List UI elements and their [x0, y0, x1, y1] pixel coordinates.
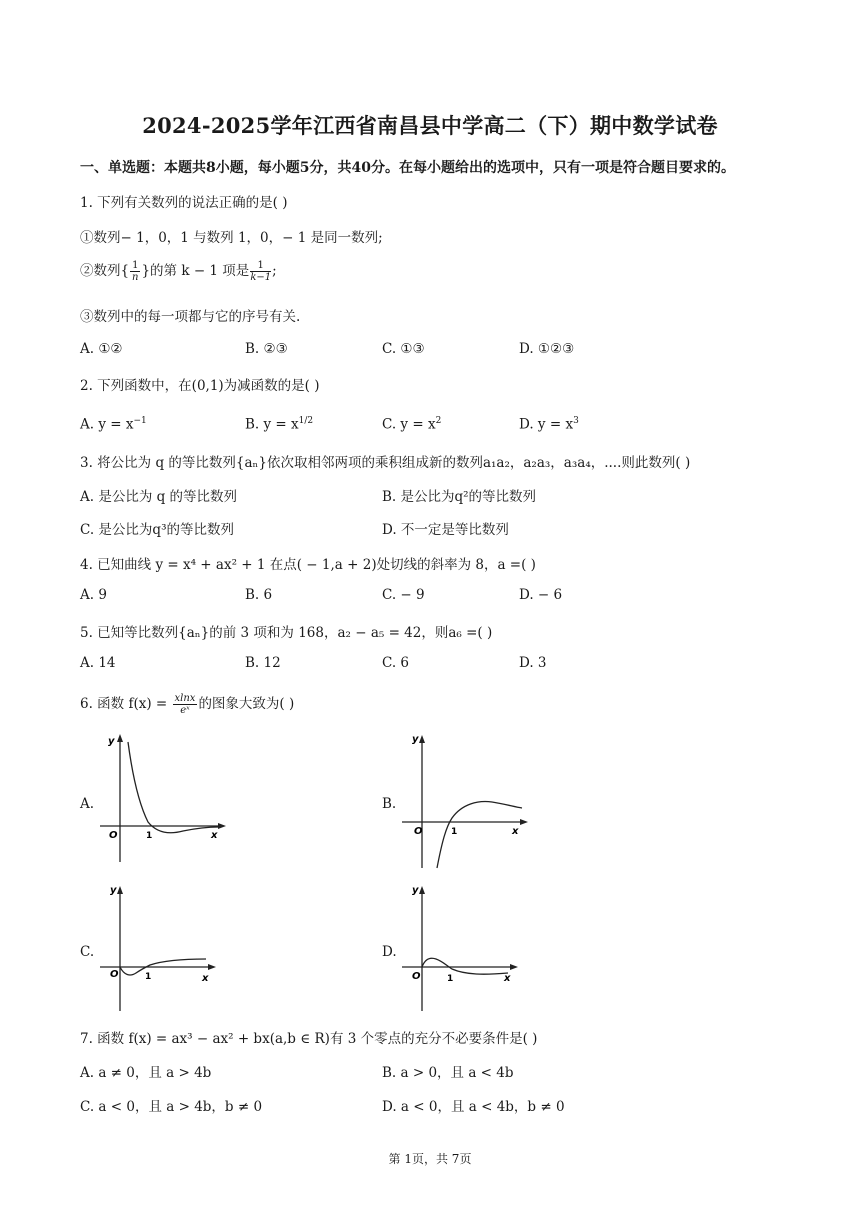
fraction: $\frac{xlnx}{\text{eˣ}}$: [174, 693, 196, 716]
graph-d[interactable]: [400, 883, 530, 1013]
tick-label: 1: [451, 827, 458, 837]
q5-option-c[interactable]: C. 6: [382, 655, 410, 671]
origin-label: O: [414, 826, 423, 837]
q3-stem: 3. 将公比为 q 的等比数列{aₙ}依次取相邻两项的乘积组成新的数列a₁a₂，a₂a₃，a₃a₄，....则此数列( ): [80, 455, 691, 471]
axis-y-label: y: [412, 885, 419, 896]
q6-option-d[interactable]: D.: [382, 944, 397, 960]
q2-option-b[interactable]: B. $y = x^{1/2}$: [245, 416, 314, 433]
q4-option-c[interactable]: C. − 9: [382, 587, 425, 603]
q5-option-d[interactable]: D. 3: [519, 655, 547, 671]
page-footer: 第 1页，共 7页: [388, 1152, 472, 1166]
q6-option-c[interactable]: C.: [80, 944, 95, 960]
q5-stem: 5. 已知等比数列{aₙ}的前 3 项和为 168，a₂ − a₅ = 42，则a₆ =( ): [80, 625, 493, 641]
axis-y-label: y: [110, 885, 117, 896]
graph-b[interactable]: [400, 732, 530, 872]
origin-label: O: [110, 969, 119, 980]
section-heading: 一、单选题：本题共8小题，每小题5分，共40分。在每小题给出的选项中，只有一项是符合题目要求的。: [80, 160, 735, 176]
q6-option-b[interactable]: B.: [382, 796, 397, 812]
q3-option-a[interactable]: A. 是公比为 q 的等比数列: [80, 489, 238, 505]
axis-y-label: y: [108, 736, 115, 747]
q6-stem: 6. 函数 f(x) = $\frac{xlnx}{\text{eˣ}}$ 的图象大致为( ): [80, 693, 295, 716]
q2-option-c[interactable]: C. $y = x^2$: [382, 416, 442, 433]
q7-option-a[interactable]: A. a ≠ 0，且 a > 4b: [80, 1065, 212, 1081]
q1-stem: 1. 下列有关数列的说法正确的是( ): [80, 195, 288, 211]
origin-label: O: [109, 830, 118, 841]
graph-c[interactable]: [98, 883, 228, 1013]
fraction: $\frac{1}{n}$: [132, 260, 139, 283]
q1-option-c[interactable]: C. ①③: [382, 341, 425, 357]
q6-option-a[interactable]: A.: [80, 796, 95, 812]
q1-option-b[interactable]: B. ②③: [245, 341, 288, 357]
axis-x-label: x: [512, 826, 519, 837]
q5-option-a[interactable]: A. 14: [80, 655, 116, 671]
q2-stem: 2. 下列函数中，在(0,1)为减函数的是( ): [80, 378, 320, 394]
q4-option-d[interactable]: D. − 6: [519, 587, 563, 603]
q4-stem: 4. 已知曲线 y = x⁴ + ax² + 1 在点( − 1,a + 2)处切线的斜率为 8，a =( ): [80, 557, 536, 573]
page-title: 2024-2025学年江西省南昌县中学高二（下）期中数学试卷: [142, 113, 718, 138]
q1-statement-1: ①数列− 1，0，1 与数列 1，0，− 1 是同一数列;: [80, 230, 383, 246]
q2-option-a[interactable]: A. $y = x^{-1}$: [80, 416, 147, 433]
graph-a[interactable]: [98, 732, 228, 868]
q1-option-a[interactable]: A. ①②: [80, 341, 123, 357]
q7-stem: 7. 函数 f(x) = ax³ − ax² + bx(a,b ∈ R)有 3 个零点的充分不必要条件是( ): [80, 1031, 538, 1047]
q3-option-c[interactable]: C. 是公比为q³的等比数列: [80, 522, 234, 538]
tick-label: 1: [146, 831, 153, 841]
q7-option-b[interactable]: B. a > 0，且 a < 4b: [382, 1065, 514, 1081]
q7-option-c[interactable]: C. a < 0，且 a > 4b，b ≠ 0: [80, 1099, 263, 1115]
tick-label: 1: [145, 972, 152, 982]
q4-option-a[interactable]: A. 9: [80, 587, 107, 603]
q7-option-d[interactable]: D. a < 0，且 a < 4b，b ≠ 0: [382, 1099, 565, 1115]
q1-statement-3: ③数列中的每一项都与它的序号有关.: [80, 309, 301, 325]
q2-option-d[interactable]: D. $y = x^3$: [519, 416, 579, 433]
q1-option-d[interactable]: D. ①②③: [519, 341, 575, 357]
fraction: $\frac{1}{k-1}$: [250, 260, 272, 283]
q3-option-b[interactable]: B. 是公比为q²的等比数列: [382, 489, 537, 505]
axis-y-label: y: [412, 734, 419, 745]
origin-label: O: [412, 971, 421, 982]
tick-label: 1: [447, 974, 454, 984]
q4-option-b[interactable]: B. 6: [245, 587, 273, 603]
q1-statement-2: ②数列{ $\frac{1}{n}$ }的第 k − 1 项是 $\frac{1}{k-1}$ ;: [80, 260, 277, 283]
axis-x-label: x: [504, 973, 511, 984]
q5-option-b[interactable]: B. 12: [245, 655, 281, 671]
q3-option-d[interactable]: D. 不一定是等比数列: [382, 522, 509, 538]
axis-x-label: x: [211, 830, 218, 841]
axis-x-label: x: [202, 973, 209, 984]
